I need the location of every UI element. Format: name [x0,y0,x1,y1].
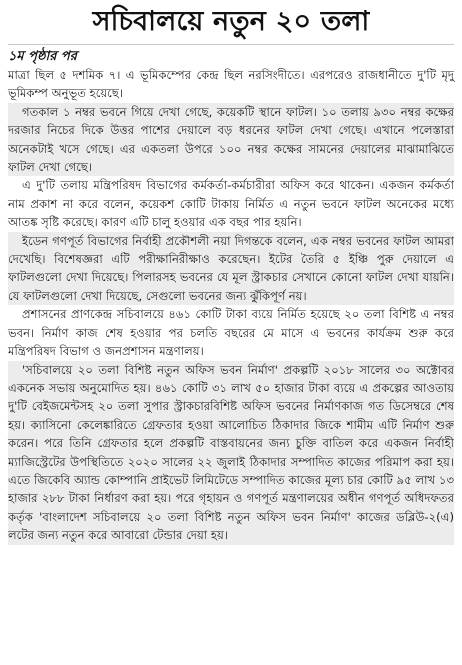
continued-from-label: ১ম পৃষ্ঠার পর [8,49,77,64]
article-paragraph: 'সচিবালয়ে ২০ তলা বিশিষ্ট নতুন অফিস ভবন নির্মাণ' প্রকল্পটি ২০১৮ সালের ৩০ অক্টোবর একনেক সভায় অনুমোদিত হয়। ৪৬১ কোটি ৩১ লাখ ৫০ হাজার টাকা ব্যয়ে এ প্রকল্পের আওতায় দু'টি বেইজমেন্টসহ ২০ তলা সুপার স্ট্রাকচারবিশিষ্ট অফিস ভবনের নির্মাণকাজ গত ডিসেম্বরে শেষ হয়। ক্যাসিনো কেলেঙ্কারিতে গ্রেফতার হওয়া আলোচিত ঠিকাদার জিকে শামীম এটি নির্মাণ শুরু করেন। পরে তিনি গ্রেফতার হলে প্রকল্পটি বাস্তবায়নের জন্য চুক্তি বাতিল করে একজন নির্বাহী ম্যাজিস্ট্রেটের উপস্থিতিতে ২০২০ সালের ২২ জুলাই ঠিকাদার সম্পাদিত কাজের পরিমাপ করা হয়। এতে জিকেবি অ্যান্ড কোম্পানি প্রাইভেট লিমিটেডে সম্পাদিত কাজের মূল্য চার কোটি ৯৫ লাখ ১৩ হাজার ২৮৮ টাকা নির্ধারণ করা হয়। পরে গৃহায়ন ও গণপূর্ত মন্ত্রণালয়ের অধীন গণপূর্ত অধিদফতর কর্তৃক 'বাংলাদেশ সচিবালয়ে ২০ তলা বিশিষ্ট নতুন অফিস ভবন নির্মাণ' কাজের ডব্লিউ-২(এ) লটের জন্য নতুন করে আবারো টেন্ডার দেয়া হয়। [8,361,454,545]
article-paragraph: প্রশাসনের প্রাণকেন্দ্র সচিবালয়ে ৪৬১ কোটি টাকা ব্যয়ে নির্মিত হয়েছে ২০ তলা বিশিষ্ট এ নম্বর ভবন। নির্মাণ কাজ শেষ হওয়ার পর চলতি বছরের মে মাসে এ ভবনের কার্যক্রম শুরু করে মন্ত্রিপরিষদ বিভাগ ও জনপ্রশাসন মন্ত্রণালয়। [8,307,454,359]
article-paragraph: ইডেন গণপূর্ত বিভাগের নির্বাহী প্রকৌশলী নয়া দিগন্তকে বলেন, এক নম্বর ভবনের ফাটল আমরা দেখেছি। বিশেষজ্ঞরা এটি পরীক্ষানিরীক্ষাও করেছেন। ইটের তৈরি ৫ ইঞ্চি পুরু দেয়ালে এ ফাটলগুলো দেখা দিয়েছে। পিলারসহ ভবনের যে মূল স্ট্রাকচার সেখানে কোনো ফাটল দেখা যায়নি। যে ফাটলগুলো দেখা দিয়েছে, সেগুলো ভবনের জন্য ঝুঁকিপূর্ণ নয়। [8,232,454,306]
headline: সচিবালয়ে নতুন ২০ তলা [92,6,370,37]
headline-divider [8,44,454,45]
article-paragraph: মাত্রা ছিল ৫ দশমিক ৭। এ ভূমিকম্পের কেন্দ্র ছিল নরসিংদীতে। এরপরেও রাজধানীতে দু'টি মৃদু ভূমিকম্প অনুভূত হয়েছে। [8,68,454,101]
article-paragraph: এ দু'টি তলায় মন্ত্রিপরিষদ বিভাগের কর্মকর্তা-কর্মচারীরা অফিস করে থাকেন। একজন কর্মকর্তা নাম প্রকাশ না করে বলেন, কয়েকশ কোটি টাকায় নির্মিত এ নতুন ভবনে ফাটল অনেকের মধ্যে আতঙ্ক সৃষ্টি করেছে। কারণ এটি চালু হওয়ার এক বছর পার হয়নি। [8,178,454,230]
article-paragraph: গতকাল ১ নম্বর ভবনে গিয়ে দেখা গেছে, কয়েকটি স্থানে ফাটল। ১০ তলায় ৯৩০ নম্বর কক্ষের দরজার নিচের দিকে উত্তর পাশের দেয়ালে বড় ধরনের ফাটল দেখা গেছে। এখানে পলেস্তারা অনেকটাই খসে গেছে। এর একতলা উপরে ১০০ নম্বর কক্ষের সামনের দেয়ালের মাঝামাঝিতে ফাটল দেখা গেছে। [8,103,454,177]
